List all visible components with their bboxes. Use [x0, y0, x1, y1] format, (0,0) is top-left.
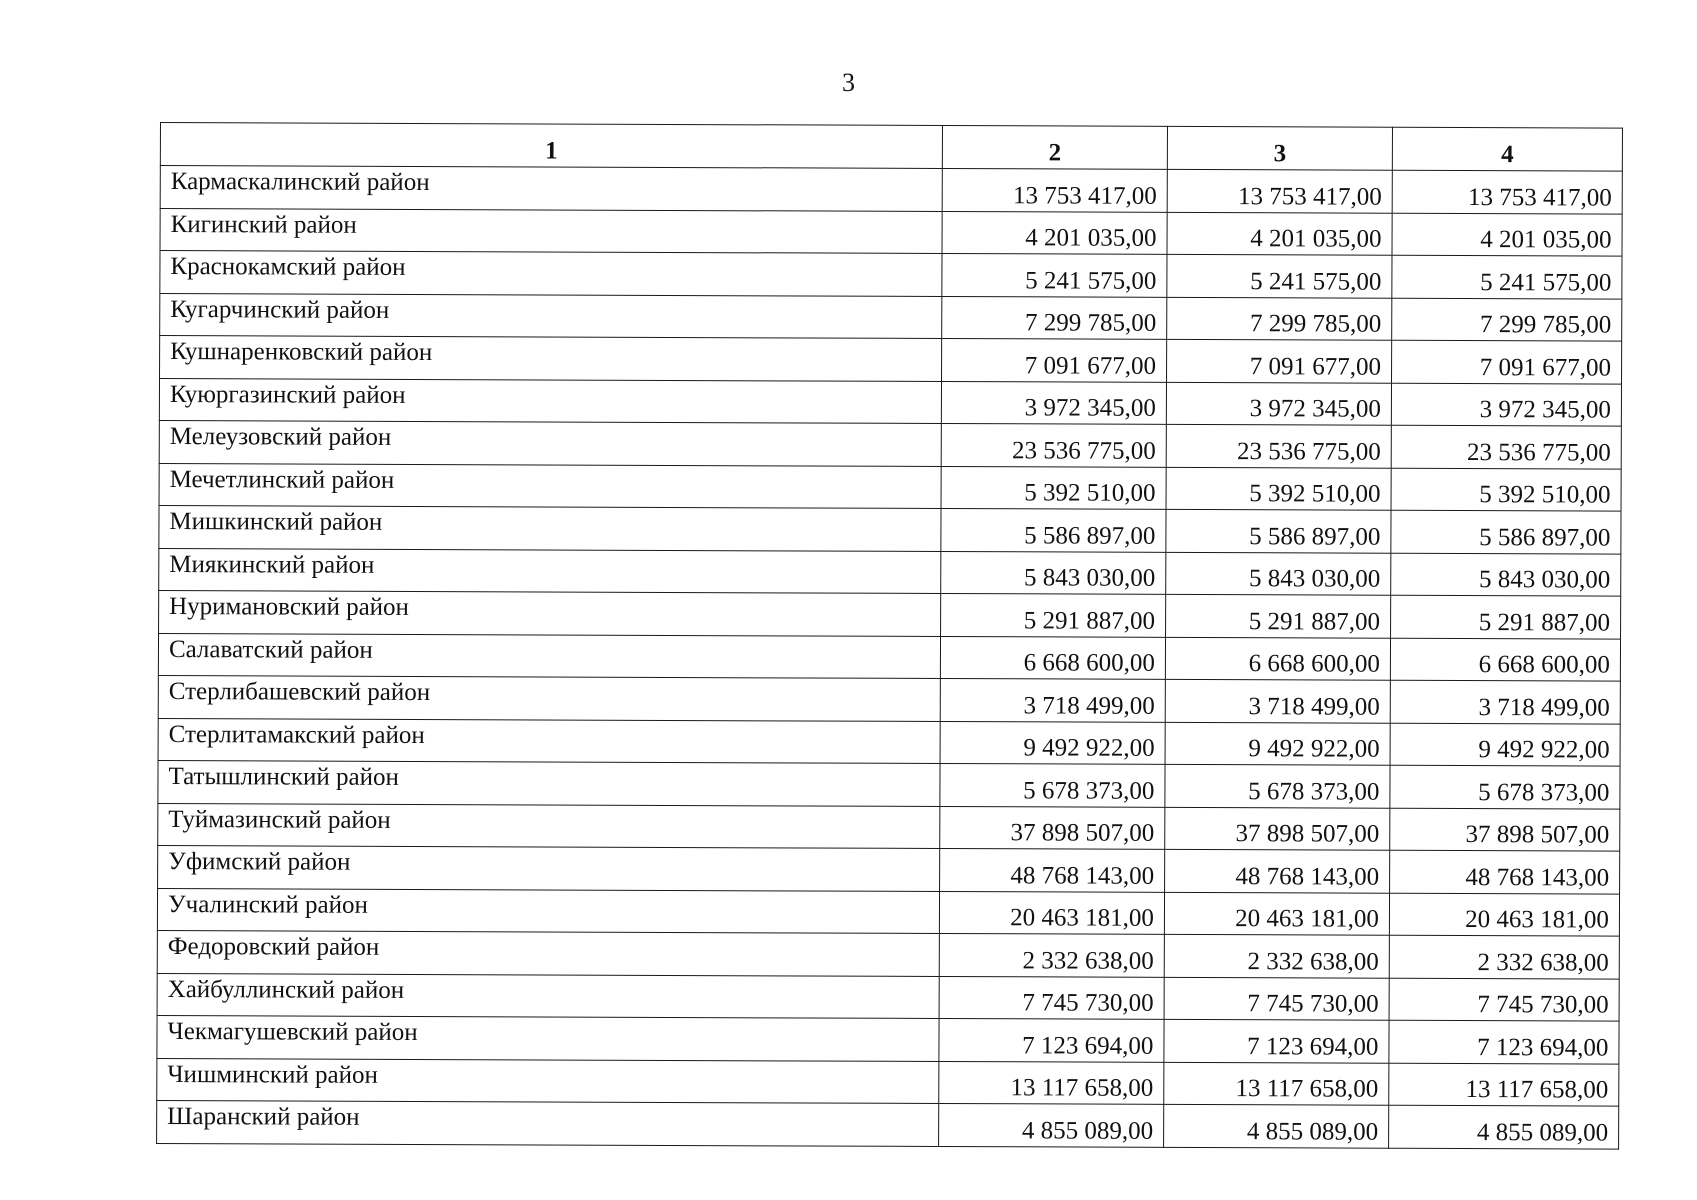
value-cell-col3: 3 718 499,00	[1165, 679, 1390, 722]
value-cell-col3: 9 492 922,00	[1165, 722, 1390, 765]
district-name-cell: Кигинский район	[160, 208, 942, 254]
district-name-cell: Шаранский район	[157, 1100, 939, 1146]
value-cell-col4: 5 586 897,00	[1391, 510, 1621, 553]
table-row	[160, 208, 1622, 256]
value-cell-col4: 9 492 922,00	[1390, 723, 1620, 766]
table-row	[160, 293, 1622, 341]
district-name-cell: Кармаскалинский район	[160, 166, 942, 212]
value-cell-col3: 48 768 143,00	[1165, 849, 1390, 892]
value-cell-col4: 4 201 035,00	[1392, 213, 1622, 256]
value-cell-col3: 7 745 730,00	[1164, 977, 1389, 1020]
value-cell-col3: 5 392 510,00	[1166, 467, 1391, 510]
value-cell-col2: 13 117 658,00	[939, 1061, 1164, 1104]
value-cell-col4: 3 972 345,00	[1391, 383, 1621, 426]
district-name-cell: Нуримановский район	[159, 590, 941, 636]
value-cell-col2: 6 668 600,00	[940, 636, 1165, 679]
value-cell-col3: 20 463 181,00	[1164, 892, 1389, 935]
table-row	[157, 888, 1619, 936]
value-cell-col4: 5 291 887,00	[1391, 595, 1621, 638]
value-cell-col3: 7 299 785,00	[1167, 297, 1392, 340]
value-cell-col2: 20 463 181,00	[939, 891, 1164, 934]
district-name-cell: Мелеузовский район	[159, 420, 941, 466]
value-cell-col3: 4 855 089,00	[1164, 1104, 1389, 1147]
district-name-cell: Стерлибашевский район	[158, 675, 940, 721]
table-row	[158, 803, 1620, 851]
column-header-2: 2	[942, 126, 1167, 170]
value-cell-col3: 23 536 775,00	[1166, 424, 1391, 467]
table-row	[159, 378, 1621, 426]
column-header-4: 4	[1392, 127, 1622, 171]
value-cell-col2: 5 241 575,00	[942, 254, 1167, 297]
table-row	[157, 1100, 1619, 1148]
value-cell-col4: 7 745 730,00	[1389, 978, 1619, 1021]
value-cell-col2: 37 898 507,00	[940, 806, 1165, 849]
value-cell-col2: 5 586 897,00	[941, 509, 1166, 552]
value-cell-col2: 9 492 922,00	[940, 721, 1165, 764]
table-row	[160, 166, 1622, 214]
value-cell-col3: 6 668 600,00	[1165, 637, 1390, 680]
district-name-cell: Кугарчинский район	[160, 293, 942, 339]
district-name-cell: Татышлинский район	[158, 760, 940, 806]
table-row	[158, 845, 1620, 893]
value-cell-col4: 5 392 510,00	[1391, 468, 1621, 511]
value-cell-col2: 5 678 373,00	[940, 763, 1165, 806]
value-cell-col3: 5 843 030,00	[1166, 552, 1391, 595]
table-row	[158, 675, 1620, 723]
value-cell-col3: 37 898 507,00	[1165, 807, 1390, 850]
value-cell-col2: 7 299 785,00	[942, 296, 1167, 339]
district-name-cell: Федоровский район	[157, 930, 939, 976]
value-cell-col3: 13 753 417,00	[1167, 169, 1392, 212]
table-row	[157, 1058, 1619, 1106]
district-name-cell: Краснокамский район	[160, 251, 942, 297]
district-name-cell: Чекмагушевский район	[157, 1015, 939, 1061]
value-cell-col3: 7 091 677,00	[1167, 339, 1392, 382]
value-cell-col2: 7 745 730,00	[939, 976, 1164, 1019]
value-cell-col3: 4 201 035,00	[1167, 212, 1392, 255]
value-cell-col4: 20 463 181,00	[1389, 893, 1619, 936]
value-cell-col4: 4 855 089,00	[1389, 1105, 1619, 1148]
value-cell-col4: 48 768 143,00	[1390, 850, 1620, 893]
table-row	[160, 251, 1622, 299]
value-cell-col4: 37 898 507,00	[1390, 808, 1620, 851]
value-cell-col2: 2 332 638,00	[939, 933, 1164, 976]
table-row	[159, 548, 1621, 596]
value-cell-col4: 7 091 677,00	[1392, 340, 1622, 383]
table-row	[159, 463, 1621, 511]
value-cell-col2: 7 123 694,00	[939, 1018, 1164, 1061]
value-cell-col4: 2 332 638,00	[1389, 935, 1619, 978]
value-cell-col2: 48 768 143,00	[940, 848, 1165, 891]
value-cell-col2: 3 718 499,00	[940, 679, 1165, 722]
value-cell-col2: 4 855 089,00	[939, 1103, 1164, 1146]
value-cell-col4: 6 668 600,00	[1390, 638, 1620, 681]
value-cell-col4: 3 718 499,00	[1390, 680, 1620, 723]
value-cell-col4: 13 753 417,00	[1392, 170, 1622, 213]
district-name-cell: Куюргазинский район	[159, 378, 941, 424]
value-cell-col2: 3 972 345,00	[941, 381, 1166, 424]
table-row	[157, 973, 1619, 1021]
value-cell-col2: 5 843 030,00	[941, 551, 1166, 594]
value-cell-col2: 23 536 775,00	[941, 424, 1166, 467]
table-row	[159, 590, 1621, 638]
table-row	[160, 336, 1622, 384]
allocation-table-wrapper	[160, 122, 1622, 1147]
table-row	[157, 930, 1619, 978]
district-name-cell: Стерлитамакский район	[158, 718, 940, 764]
value-cell-col2: 4 201 035,00	[942, 211, 1167, 254]
value-cell-col2: 5 291 887,00	[941, 594, 1166, 637]
district-name-cell: Учалинский район	[157, 888, 939, 934]
column-header-3: 3	[1167, 126, 1392, 170]
value-cell-col3: 5 586 897,00	[1166, 509, 1391, 552]
district-name-cell: Чишминский район	[157, 1058, 939, 1104]
value-cell-col3: 5 291 887,00	[1166, 594, 1391, 637]
value-cell-col4: 5 241 575,00	[1392, 255, 1622, 298]
table-header	[160, 123, 1622, 172]
column-header-1: 1	[160, 123, 942, 169]
value-cell-col3: 3 972 345,00	[1166, 382, 1391, 425]
district-name-cell: Мечетлинский район	[159, 463, 941, 509]
value-cell-col4: 5 678 373,00	[1390, 765, 1620, 808]
table-row	[158, 760, 1620, 808]
table-row	[159, 505, 1621, 553]
district-name-cell: Мишкинский район	[159, 505, 941, 551]
header-row	[160, 123, 1622, 172]
value-cell-col2: 13 753 417,00	[942, 169, 1167, 212]
value-cell-col3: 7 123 694,00	[1164, 1019, 1389, 1062]
value-cell-col2: 7 091 677,00	[942, 339, 1167, 382]
value-cell-col4: 7 123 694,00	[1389, 1020, 1619, 1063]
value-cell-col3: 13 117 658,00	[1164, 1062, 1389, 1105]
table-row	[158, 633, 1620, 681]
district-name-cell: Туймазинский район	[158, 803, 940, 849]
value-cell-col4: 7 299 785,00	[1392, 298, 1622, 341]
table-body	[157, 166, 1623, 1149]
table-row	[158, 718, 1620, 766]
value-cell-col3: 5 678 373,00	[1165, 764, 1390, 807]
table-row	[159, 420, 1621, 468]
district-name-cell: Салаватский район	[158, 633, 940, 679]
value-cell-col2: 5 392 510,00	[941, 466, 1166, 509]
value-cell-col4: 13 117 658,00	[1389, 1063, 1619, 1106]
district-name-cell: Кушнаренковский район	[160, 336, 942, 382]
value-cell-col3: 2 332 638,00	[1164, 934, 1389, 977]
district-name-cell: Уфимский район	[158, 845, 940, 891]
district-name-cell: Миякинский район	[159, 548, 941, 594]
page-number: 3	[842, 68, 855, 97]
allocation-table	[156, 122, 1623, 1149]
table-row	[157, 1015, 1619, 1063]
district-name-cell: Хайбуллинский район	[157, 973, 939, 1019]
value-cell-col4: 5 843 030,00	[1391, 553, 1621, 596]
value-cell-col3: 5 241 575,00	[1167, 254, 1392, 297]
value-cell-col4: 23 536 775,00	[1391, 425, 1621, 468]
